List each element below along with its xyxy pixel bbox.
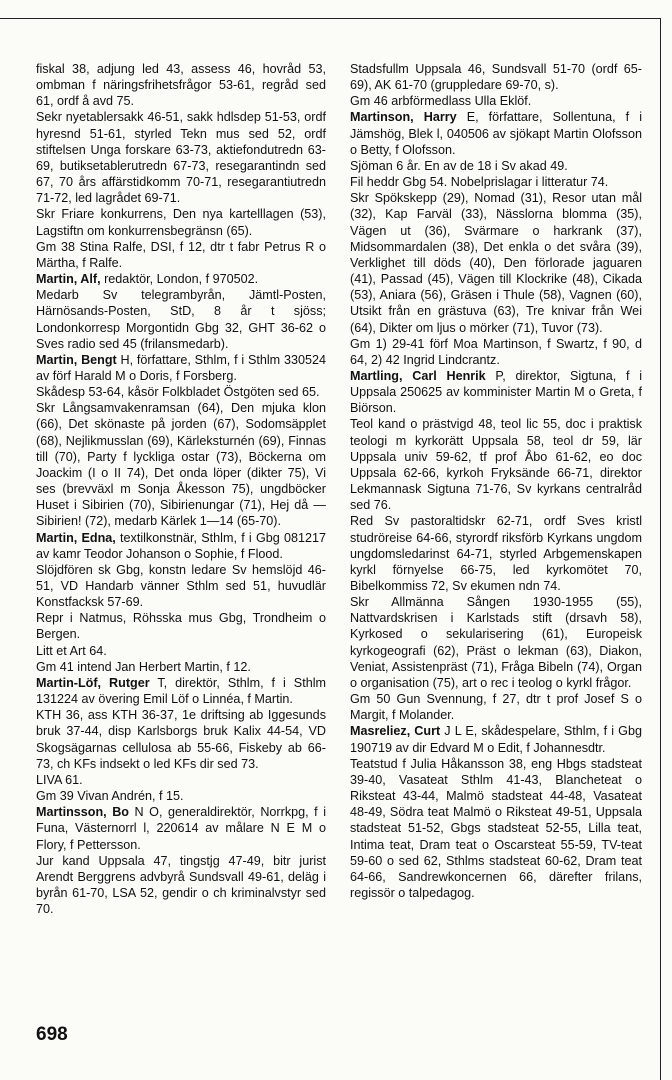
entry-text: Red Sv pastoraltidskr 62-71, ordf Sves kristl studröreise 64-66, styrordf riksförb Kyrkans ungdom ungdomsledarinst 64-71, styrled Arbgemenskapen kyrkl förnyelse 66-75, led kyrkomötet 70, Bibelkommiss 72, Sv ekumen ndn 74.	[350, 514, 642, 593]
entry-text: Jur kand Uppsala 47, tingstjg 47-49, bitr jurist Arendt Berggrens advbyrå Sundsvall 49-61, deläg i byrån 61-70, LSA 52, gendir o ch kriminalvstyr sed 70.	[36, 853, 326, 917]
entry-text: KTH 36, ass KTH 36-37, 1e driftsing ab Iggesunds bruk 37-44, disp Karlsborgs bruk Kalix 44-54, VD Skogsägarnas cellulosa ab 55-66, Fiskeby ab 66-73, ch KFs indsekt o led KFs dir sed 73.	[36, 708, 326, 771]
entry-name: Martin, Bengt	[36, 352, 117, 367]
entry-text: Gm 39 Vivan Andrén, f 15.	[36, 789, 184, 804]
entry-name: Martinsson, Bo	[36, 805, 129, 820]
entry-heading-paragraph	[36, 352, 326, 384]
entry-text: Skr Allmänna Sången 1930-1955 (55), Nattvardskrisen i Karlstads stift (drsavh 58), Kyrkosed o sekularisering (61), Europeisk kyrkogeografi (62), Präst o lekman (63), Diakon, Veniat, Assistenpräst (71), Fråga Bibeln (74), Organ o organisation (75), art o rec i teolog o kyrkl frågor.	[350, 595, 642, 690]
entry-name: Martin, Edna,	[36, 530, 116, 545]
entry-name: Martin-Löf, Rutger	[36, 675, 150, 690]
entry-name: Masreliez, Curt	[350, 724, 441, 739]
entry-text: H, författare, Sthlm, f i Sthlm 330524 av förf Harald M o Doris, f Forsberg.	[36, 352, 326, 383]
entry-paragraph	[350, 594, 642, 691]
entry-text: Gm 1) 29-41 förf Moa Martinson, f Swartz, f 90, d 64, 2) 42 Ingrid Lindcrantz.	[350, 336, 642, 367]
entry-heading-paragraph	[350, 723, 642, 755]
entry-paragraph	[350, 174, 642, 190]
right-rule	[660, 18, 661, 1080]
entry-text: Sjöman 6 år. En av de 18 i Sv akad 49.	[350, 158, 568, 173]
entry-heading-paragraph	[36, 675, 326, 707]
entry-text: Skr Långsamvakenramsan (64), Den mjuka klon (66), Det skönaste på jorden (67), Sodomsäpplet (68), Nejlikmusslan (69), Kärleksturnén (69), Finnas till (70), Party f lyckliga ostar (73), Böckerna om Joackim (I o II 74), Det onda löper (dikter 75), Vi ses (brevväxl m Sonja Åkesson 75), ungdböcker Huset i Sibirien (70), Sibirienungar (71), Hej då — Sibirien! (72), medarb Kärlek 1—14 (65-70).	[36, 401, 326, 529]
entry-paragraph	[350, 158, 642, 174]
entry-text: redaktör, London, f 970502.	[100, 272, 259, 287]
entry-name: Martinson, Harry	[350, 110, 457, 125]
entry-heading-paragraph	[36, 271, 326, 287]
page-number: 698	[36, 1024, 68, 1045]
entry-paragraph	[350, 416, 642, 513]
entry-text: Gm 38 Stina Ralfe, DSI, f 12, dtr t fabr Petrus R o Märtha, f Ralfe.	[36, 239, 326, 270]
entry-text: Gm 41 intend Jan Herbert Martin, f 12.	[36, 659, 251, 674]
entry-text: LIVA 61.	[36, 772, 83, 787]
entry-text: Skr Friare konkurrens, Den nya kartelllagen (53), Lagstiftn om konkurrensbegränsn (65).	[36, 207, 326, 238]
entry-text: Skr Spökskepp (29), Nomad (31), Resor utan mål (32), Kap Farväl (33), Nässlorna blomma (35), Vägen ut (36), Svärmare o harkrank (37), Midsommardalen (38), Det enkla o det svåra (39), Verklighet till döds (40), Den förlorade jaguaren (41), Passad (45), Vägen till Klockrike (48), Cikada (53), Aniara (56), Gräsen i Thule (58), Vagnen (60), Utsikt från en grästuva (63), Tre knivar från Wei (64), Dikter om ljus o mörker (71), Tuvor (73).	[350, 191, 642, 335]
top-rule	[0, 18, 660, 19]
entry-heading-paragraph	[350, 368, 642, 416]
entry-text: P, direktor, Sigtuna, f i Uppsala 250625 av komminister Martin M o Greta, f Biörson.	[350, 368, 642, 416]
entry-text: Gm 50 Gun Svennung, f 27, dtr t prof Josef S o Margit, f Molander.	[350, 692, 642, 723]
entry-paragraph	[36, 772, 326, 788]
entry-name: Martin, Alf,	[36, 272, 101, 287]
entry-heading-paragraph	[350, 109, 642, 157]
entry-text: fiskal 38, adjung led 43, assess 46, hovråd 53, ombman f näringsfrihetsfrågor 53-61, regråd sed 61, ordf å avd 75.	[36, 62, 326, 109]
entry-paragraph	[36, 61, 326, 109]
entry-paragraph	[36, 287, 326, 352]
entry-text: J L E, skådespelare, Sthlm, f i Gbg 190719 av dir Edvard M o Edit, f Johannesdtr.	[350, 724, 642, 755]
entry-paragraph	[36, 643, 326, 659]
entry-paragraph	[36, 853, 326, 918]
entry-paragraph	[36, 610, 326, 642]
entry-paragraph	[350, 61, 642, 93]
entry-paragraph	[36, 707, 326, 772]
entry-text: Stadsfullm Uppsala 46, Sundsvall 51-70 (ordf 65-69), AK 61-70 (gruppledare 69-70, s).	[350, 62, 642, 93]
entry-paragraph	[36, 239, 326, 271]
entry-paragraph	[36, 659, 326, 675]
entry-text: Repr i Natmus, Röhsska mus Gbg, Trondheim o Bergen.	[36, 611, 326, 642]
entry-text: E, författare, Sollentuna, f i Jämshög, Blek l, 040506 av sjökapt Martin Olofsson o Betty, f Olofsson.	[350, 110, 643, 157]
entry-text: Litt et Art 64.	[36, 643, 107, 658]
entry-paragraph	[36, 384, 326, 400]
entry-paragraph	[350, 336, 642, 368]
entry-text: N O, generaldirektör, Norrkpg, f i Funa, Västernorrl l, 220614 av målare N E M o Flory, f Pettersson.	[36, 805, 326, 852]
entry-text: T, direktör, Sthlm, f i Sthlm 131224 av övering Emil Löf o Linnéa, f Martin.	[36, 675, 326, 707]
entry-heading-paragraph	[36, 530, 326, 562]
entry-heading-paragraph	[36, 804, 326, 852]
entry-paragraph	[36, 109, 326, 206]
entry-text: Fil heddr Gbg 54. Nobelprislagar i litteratur 74.	[350, 175, 609, 190]
left-column	[36, 61, 326, 917]
entry-paragraph	[36, 400, 326, 529]
entry-name: Martling, Carl Henrik	[350, 368, 486, 383]
entry-paragraph	[350, 93, 642, 109]
entry-text: Medarb Sv telegrambyrån, Jämtl-Posten, Härnösands-Posten, StD, 8 år t sjöss; Londonkorresp Morgontidn Gbg 32, GHT 36-62 o Sves radio sed 45 (frilansmedarb).	[36, 288, 326, 351]
entry-text: Gm 46 arbförmedlass Ulla Eklöf.	[350, 94, 532, 109]
entry-paragraph	[350, 691, 642, 723]
entry-paragraph	[36, 788, 326, 804]
entry-text: Slöjdfören sk Gbg, konstn ledare Sv hemslöjd 46-51, VD Handarb vänner Sthlm sed 51, huvudlär Konstfacksk 57-69.	[36, 562, 326, 610]
entry-text: Sekr nyetablersakk 46-51, sakk hdlsdep 51-53, ordf hyresnd 51-61, styrled Tekn mus sed 52, ordf stiftelsen Unga forskare 63-73, aktiefondutredn 63-69, butiksetablerutredn 67-73, resegarantindn sed 67, 70 års affärstidkomm 70-71, resegarantiutredn 71-72, led lagrådet 69-71.	[36, 110, 326, 206]
entry-text: Teatstud f Julia Håkansson 38, eng Hbgs stadsteat 39-40, Vasateat Sthlm 41-43, Blancheteat o Riksteat 43-44, Malmö stadsteat 44-48, Vasateat 48-49, Södra teat Malmö o Riksteat 49-51, Uppsala stadsteat 51-52, Gbgs stadsteat 52-55, Lilla teat, Intima teat, Dram teat o Oscarsteat 55-59, TV-teat 59-60 o sed 62, Sthlms stadsteat 60-62, Dram teat 64-66, Sandrewkoncernen 66, därefter frilans, regissör o talpedagog.	[350, 756, 642, 900]
right-column	[350, 61, 642, 901]
entry-paragraph	[36, 206, 326, 238]
entry-paragraph	[36, 562, 326, 610]
entry-text: textilkonstnär, Sthlm, f i Gbg 081217 av kamr Teodor Johanson o Sophie, f Flood.	[36, 530, 327, 561]
entry-paragraph	[350, 756, 642, 901]
entry-paragraph	[350, 190, 642, 335]
entry-text: Teol kand o prästvigd 48, teol lic 55, doc i praktisk teologi m kyrkorätt Uppsala 58, teol dr 59, lär Uppsala univ 59-62, tf prof Åbo 61-62, eo doc Uppsala 62-66, kyrkoh Fryksände 66-71, direktor Lekmannask Sigtuna 71-76, Sv kyrkans centralråd sed 76.	[350, 417, 642, 513]
entry-paragraph	[350, 513, 642, 594]
entry-text: Skådesp 53-64, kåsör Folkbladet Östgöten sed 65.	[36, 385, 320, 400]
